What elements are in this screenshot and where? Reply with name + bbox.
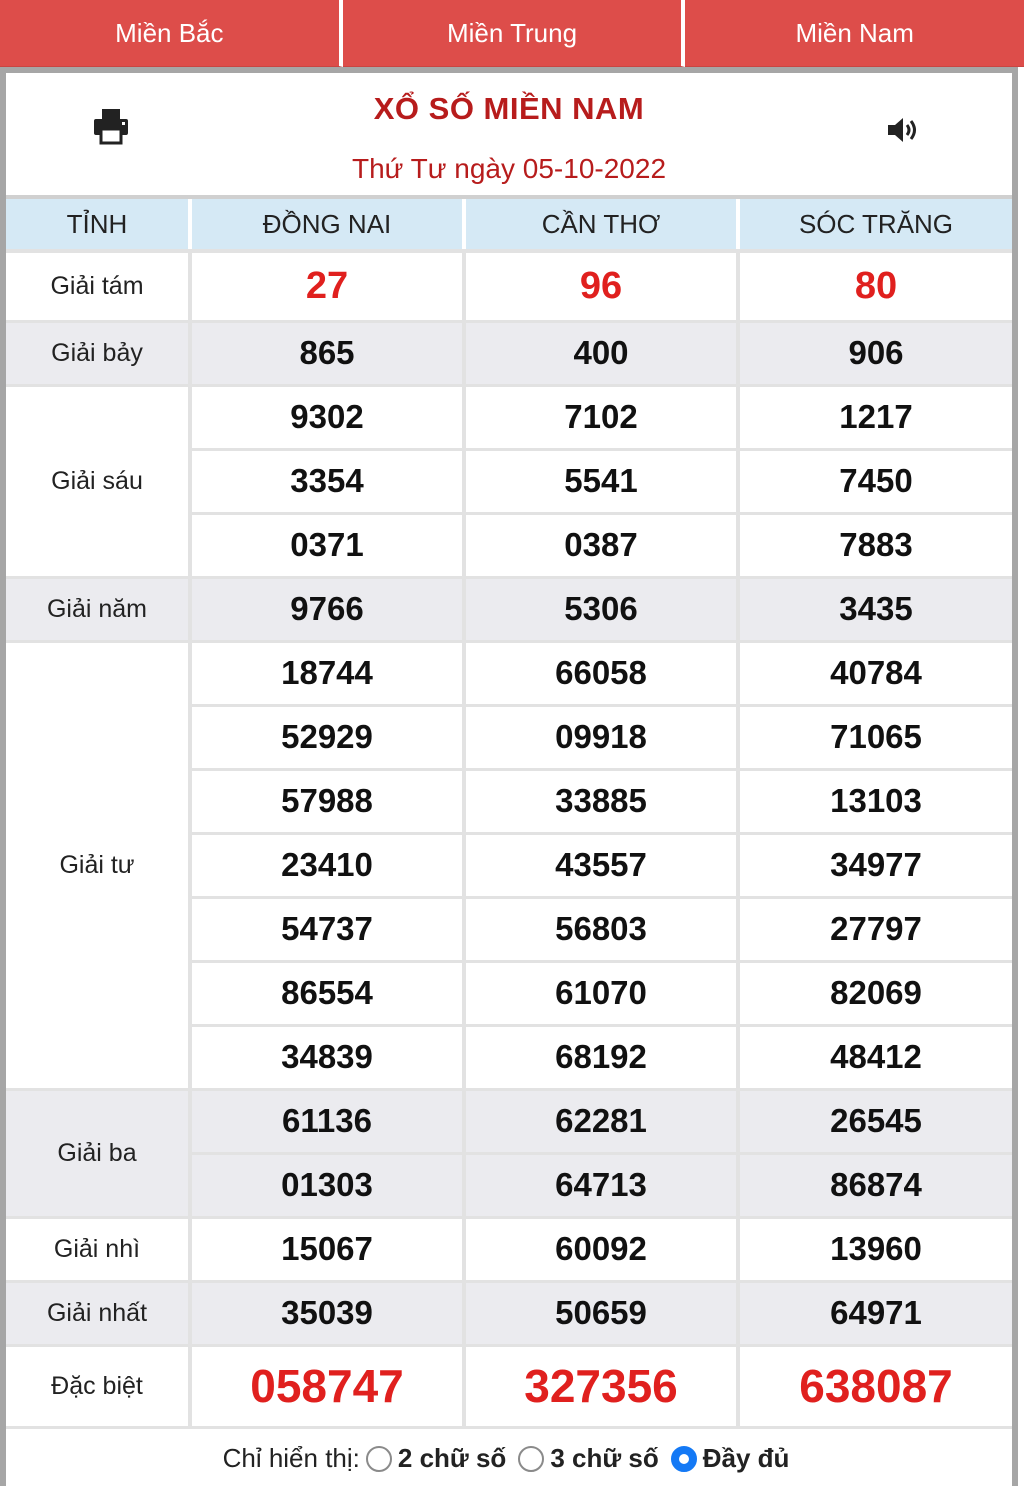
prize-number: 1217 [738, 385, 1012, 449]
prize-number: 3354 [190, 449, 464, 513]
column-header-soc-trang: SÓC TRĂNG [738, 199, 1012, 251]
radio-2-digits[interactable] [366, 1446, 392, 1472]
prize-number: 50659 [464, 1281, 738, 1345]
tab-mien-nam[interactable]: Miền Nam [685, 0, 1024, 67]
page-title: XỔ SỐ MIỀN NAM [373, 91, 645, 126]
prize-number: 86874 [738, 1153, 1012, 1217]
prize-row-g2 [6, 1217, 1012, 1281]
prize-number: 27797 [738, 897, 1012, 961]
prize-number: 96 [464, 251, 738, 321]
prize-number: 7883 [738, 513, 1012, 577]
prize-number: 7450 [738, 449, 1012, 513]
results-panel [0, 67, 1018, 1486]
prize-number: 865 [190, 321, 464, 385]
prize-number: 86554 [190, 961, 464, 1025]
prize-number: 71065 [738, 705, 1012, 769]
prize-number: 9766 [190, 577, 464, 641]
prize-label: Giải năm [6, 577, 190, 641]
prize-row-g6 [6, 385, 1012, 449]
option-label: Đầy đủ [702, 1443, 790, 1473]
prize-label: Giải bảy [6, 321, 190, 385]
special-prize-number: 058747 [190, 1345, 464, 1427]
special-prize-number: 327356 [464, 1345, 738, 1427]
prize-number: 61136 [190, 1089, 464, 1153]
prize-number: 33885 [464, 769, 738, 833]
prize-label: Giải tám [6, 251, 190, 321]
prize-number: 3435 [738, 577, 1012, 641]
special-prize-number: 638087 [738, 1345, 1012, 1427]
prize-number: 5541 [464, 449, 738, 513]
prize-label: Đặc biệt [6, 1345, 190, 1427]
prize-number: 57988 [190, 769, 464, 833]
draw-date: Thứ Tư ngày 05-10-2022 [351, 153, 667, 184]
prize-label: Giải sáu [6, 385, 190, 577]
results-table [6, 199, 1012, 1429]
prize-number: 9302 [190, 385, 464, 449]
option-label: 3 chữ số [550, 1443, 659, 1473]
prize-number: 18744 [190, 641, 464, 705]
prize-number: 906 [738, 321, 1012, 385]
prize-label: Giải tư [6, 641, 190, 1089]
option-2-digits[interactable] [366, 1443, 512, 1474]
prize-row-g3 [6, 1089, 1012, 1153]
radio-3-digits[interactable] [518, 1446, 544, 1472]
option-full[interactable] [671, 1443, 796, 1474]
prize-number: 13103 [738, 769, 1012, 833]
prize-number: 48412 [738, 1025, 1012, 1089]
prize-number: 54737 [190, 897, 464, 961]
prize-number: 400 [464, 321, 738, 385]
prize-number: 09918 [464, 705, 738, 769]
prize-number: 62281 [464, 1089, 738, 1153]
column-header-dong-nai: ĐỒNG NAI [190, 199, 464, 251]
prize-number: 66058 [464, 641, 738, 705]
table-header-row [6, 199, 1012, 251]
prize-number: 0371 [190, 513, 464, 577]
option-label: 2 chữ số [397, 1443, 507, 1473]
prize-label: Giải ba [6, 1089, 190, 1217]
prize-number: 23410 [190, 833, 464, 897]
prize-number: 34839 [190, 1025, 464, 1089]
prize-number: 43557 [464, 833, 738, 897]
prize-number: 13960 [738, 1217, 1012, 1281]
results-header [6, 73, 1012, 199]
display-options [6, 1429, 1012, 1489]
prize-number: 64971 [738, 1281, 1012, 1345]
prize-label: Giải nhì [6, 1217, 190, 1281]
prize-number: 61070 [464, 961, 738, 1025]
prize-number: 56803 [464, 897, 738, 961]
prize-number: 40784 [738, 641, 1012, 705]
prize-number: 26545 [738, 1089, 1012, 1153]
radio-full[interactable] [671, 1446, 697, 1472]
prize-number: 15067 [190, 1217, 464, 1281]
prize-number: 0387 [464, 513, 738, 577]
prize-number: 80 [738, 251, 1012, 321]
region-tabs [0, 0, 1024, 67]
prize-number: 27 [190, 251, 464, 321]
tab-mien-trung[interactable]: Miền Trung [343, 0, 686, 67]
speaker-icon[interactable] [886, 115, 922, 145]
prize-number: 5306 [464, 577, 738, 641]
prize-number: 64713 [464, 1153, 738, 1217]
tab-mien-bac[interactable]: Miền Bắc [0, 0, 343, 67]
prize-row-g5 [6, 577, 1012, 641]
prize-row-special [6, 1345, 1012, 1427]
option-3-digits[interactable] [518, 1443, 664, 1474]
prize-number: 68192 [464, 1025, 738, 1089]
prize-number: 35039 [190, 1281, 464, 1345]
prize-row-g8 [6, 251, 1012, 321]
prize-row-g7 [6, 321, 1012, 385]
display-options-label: Chỉ hiển thị: [222, 1443, 360, 1473]
prize-row-g4 [6, 641, 1012, 705]
prize-number: 01303 [190, 1153, 464, 1217]
prize-number: 60092 [464, 1217, 738, 1281]
prize-number: 7102 [464, 385, 738, 449]
column-header-can-tho: CẦN THƠ [464, 199, 738, 251]
column-header-tinh: TỈNH [6, 199, 190, 251]
prize-label: Giải nhất [6, 1281, 190, 1345]
prize-number: 82069 [738, 961, 1012, 1025]
prize-number: 34977 [738, 833, 1012, 897]
prize-row-g1 [6, 1281, 1012, 1345]
prize-number: 52929 [190, 705, 464, 769]
